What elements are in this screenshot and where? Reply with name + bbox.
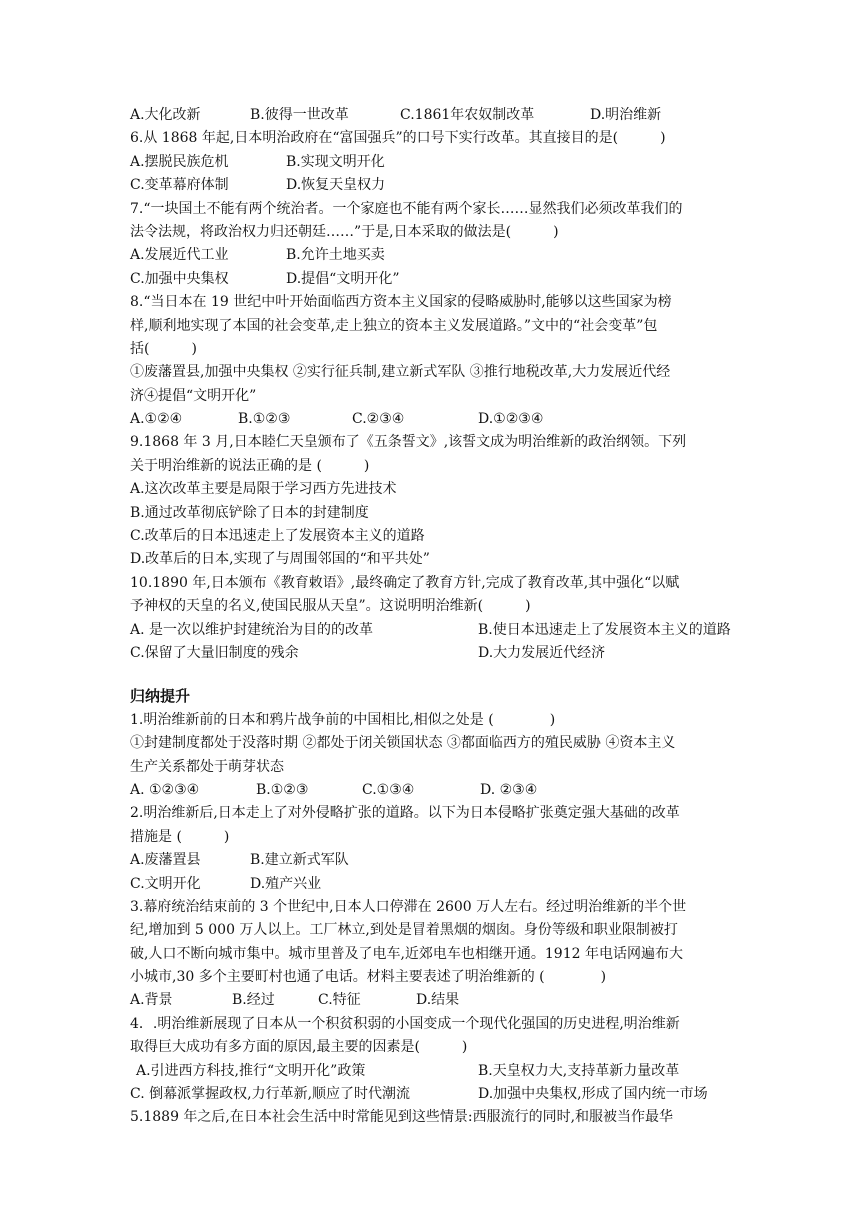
option-a: A.发展近代工业 — [130, 247, 229, 264]
question-10-options-ab — [130, 619, 730, 642]
summary-question-1-items-line-1: ①封建制度都处于没落时期 ②都处于闭关锁国状态 ③都面临西方的殖民威胁 ④资本主义 — [130, 735, 676, 752]
option-c: C.加强中央集权 — [130, 270, 229, 287]
option-c: C. 倒幕派掌握政权,力行革新,顺应了时代潮流 — [130, 1086, 411, 1103]
question-8-stem-line-1: 8.“当日本在 19 世纪中叶开始面临西方资本主义国家的侵略威胁时,能够以这些国家为榜 — [130, 294, 672, 311]
section-spacer — [130, 665, 730, 685]
summary-question-3-stem-line-4: 小城市,30 多个主要町村也通了电话。材料主要表述了明治维新的 ( ) — [130, 969, 607, 986]
question-10-options-cd — [130, 642, 730, 665]
option-b: B.①②③ — [238, 411, 291, 428]
question-9-option-c: C.改革后的日本迅速走上了发展资本主义的道路 — [130, 528, 425, 545]
option-c: C.保留了大量旧制度的残余 — [130, 644, 299, 661]
option-b: B.彼得一世改革 — [250, 107, 349, 123]
option-a: A.引进西方科技,推行“文明开化”政策 — [136, 1062, 366, 1079]
summary-question-4-options-cd — [130, 1083, 730, 1106]
option-b: B.经过 — [232, 992, 275, 1009]
option-d: D.大力发展近代经济 — [478, 644, 606, 661]
question-6-stem: 6.从 1868 年起,日本明治政府在“富国强兵”的口号下实行改革。其直接目的是( ) — [130, 130, 666, 147]
option-a: A. ①②③④ — [130, 781, 200, 798]
option-a: A. 是一次以维护封建统治为目的的改革 — [130, 621, 374, 638]
summary-question-3-stem-line-1: 3.幕府统治结束前的 3 个世纪中,日本人口停滞在 2600 万人左右。经过明治维新的半个世 — [130, 898, 687, 915]
question-6-options-ab — [130, 151, 730, 174]
question-8-stem-line-2: 样,顺利地实现了本国的社会变革,走上独立的资本主义发展道路。”文中的“社会变革”包 — [130, 317, 658, 334]
question-7-stem-line-2: 法令法规，将政治权力归还朝廷……”于是,日本采取的做法是( ) — [130, 223, 559, 240]
option-c: C.文明开化 — [130, 875, 201, 892]
summary-question-1-stem: 1.明治维新前的日本和鸦片战争前的中国相比,相似之处是 ( ) — [130, 711, 556, 728]
option-b: B.使日本迅速走上了发展资本主义的道路 — [478, 621, 731, 638]
summary-question-5-stem: 5.1889 年之后,在日本社会生活中时常能见到这些情景:西服流行的同时,和服被当作最华 — [130, 1109, 674, 1126]
option-d: D.①②③④ — [478, 411, 544, 428]
summary-question-2-stem-line-2: 措施是 ( ) — [130, 828, 230, 845]
option-d: D.提倡“文明开化” — [286, 270, 400, 287]
option-c: C.1861年农奴制改革 — [400, 107, 535, 123]
question-9-stem-line-1: 9.1868 年 3 月,日本睦仁天皇颁布了《五条誓文》,该誓文成为明治维新的政治纲领。下列 — [130, 434, 687, 451]
option-a: A.①②④ — [130, 411, 183, 428]
option-a: A.废藩置县 — [130, 852, 201, 869]
option-b: B.建立新式军队 — [250, 852, 349, 869]
summary-question-4-stem-line-2: 取得巨大成功有多方面的原因,最主要的因素是( ) — [130, 1039, 468, 1056]
question-8-items-line-1: ①废藩置县,加强中央集权 ②实行征兵制,建立新式军队 ③推行地税改革,大力发展近代经 — [130, 364, 671, 381]
question-10-stem-line-1: 10.1890 年,日本颁布《教育敕语》,最终确定了教育方针,完成了教育改革,其中强化“以赋 — [130, 574, 680, 591]
question-7-options-ab — [130, 244, 730, 267]
option-d: D.结果 — [416, 992, 460, 1009]
option-b: B.天皇权力大,支持革新力量改革 — [478, 1062, 680, 1079]
summary-question-3-stem-line-2: 纪,增加到 5 000 万人以上。工厂林立,到处是冒着黑烟的烟囱。身份等级和职业限制被打 — [130, 922, 678, 939]
option-a: A.摆脱民族危机 — [130, 153, 229, 170]
option-d: D.恢复天皇权力 — [286, 177, 386, 194]
summary-question-1-options — [130, 779, 730, 802]
question-9-option-b: B.通过改革彻底铲除了日本的封建制度 — [130, 504, 369, 521]
question-8-items-line-2: 济④提倡“文明开化” — [130, 387, 257, 404]
option-a: A.背景 — [130, 992, 173, 1009]
summary-question-2-options-ab — [130, 849, 730, 872]
summary-question-4-options-ab — [130, 1060, 730, 1083]
question-9-stem-line-2: 关于明治维新的说法正确的是 ( ) — [130, 457, 370, 474]
option-c: C.变革幕府体制 — [130, 177, 229, 194]
option-d: D.加强中央集权,形成了国内统一市场 — [478, 1086, 708, 1103]
option-c: C.②③④ — [352, 411, 405, 428]
summary-question-2-options-cd — [130, 873, 730, 896]
question-5-options — [130, 104, 730, 127]
summary-question-3-stem-line-3: 破,人口不断向城市集中。城市里普及了电车,近郊电车也相继开通。1912 年电话网遍布大 — [130, 945, 683, 962]
option-d: D.殖产兴业 — [250, 875, 322, 892]
question-10-stem-line-2: 予神权的天皇的名义,使国民服从天皇”。这说明明治维新( ) — [130, 598, 531, 615]
question-9-option-a: A.这次改革主要是局限于学习西方先进技术 — [130, 481, 397, 498]
question-9-option-d: D.改革后的日本,实现了与周围邻国的“和平共处” — [130, 551, 430, 568]
option-b: B.实现文明开化 — [286, 153, 385, 170]
option-d: D. ②③④ — [480, 781, 538, 798]
question-7-options-cd — [130, 268, 730, 291]
summary-question-4-stem-line-1: 4．.明治维新展现了日本从一个积贫积弱的小国变成一个现代化强国的历史进程,明治维新 — [130, 1015, 680, 1032]
option-d: D.明治维新 — [590, 107, 662, 123]
option-b: B.允许土地买卖 — [286, 247, 385, 264]
question-7-stem-line-1: 7.“一块国土不能有两个统治者。一个家庭也不能有两个家长……显然我们必须改革我们的 — [130, 200, 683, 217]
question-8-stem-line-3: 括( ) — [130, 340, 197, 357]
option-c: C.特征 — [318, 992, 361, 1009]
option-b: B.①②③ — [256, 781, 309, 798]
summary-question-2-stem-line-1: 2.明治维新后,日本走上了对外侵略扩张的道路。以下为日本侵略扩张奠定强大基础的改革 — [130, 805, 680, 822]
option-c: C.①③④ — [362, 781, 415, 798]
question-6-options-cd — [130, 174, 730, 197]
option-a: A.大化改新 — [130, 107, 201, 123]
summary-question-1-items-line-2: 生产关系都处于萌芽状态 — [130, 758, 284, 775]
question-8-options — [130, 408, 730, 431]
summary-question-3-options — [130, 989, 730, 1012]
section-title: 归纳提升 — [130, 687, 191, 706]
worksheet-content — [130, 104, 730, 1130]
